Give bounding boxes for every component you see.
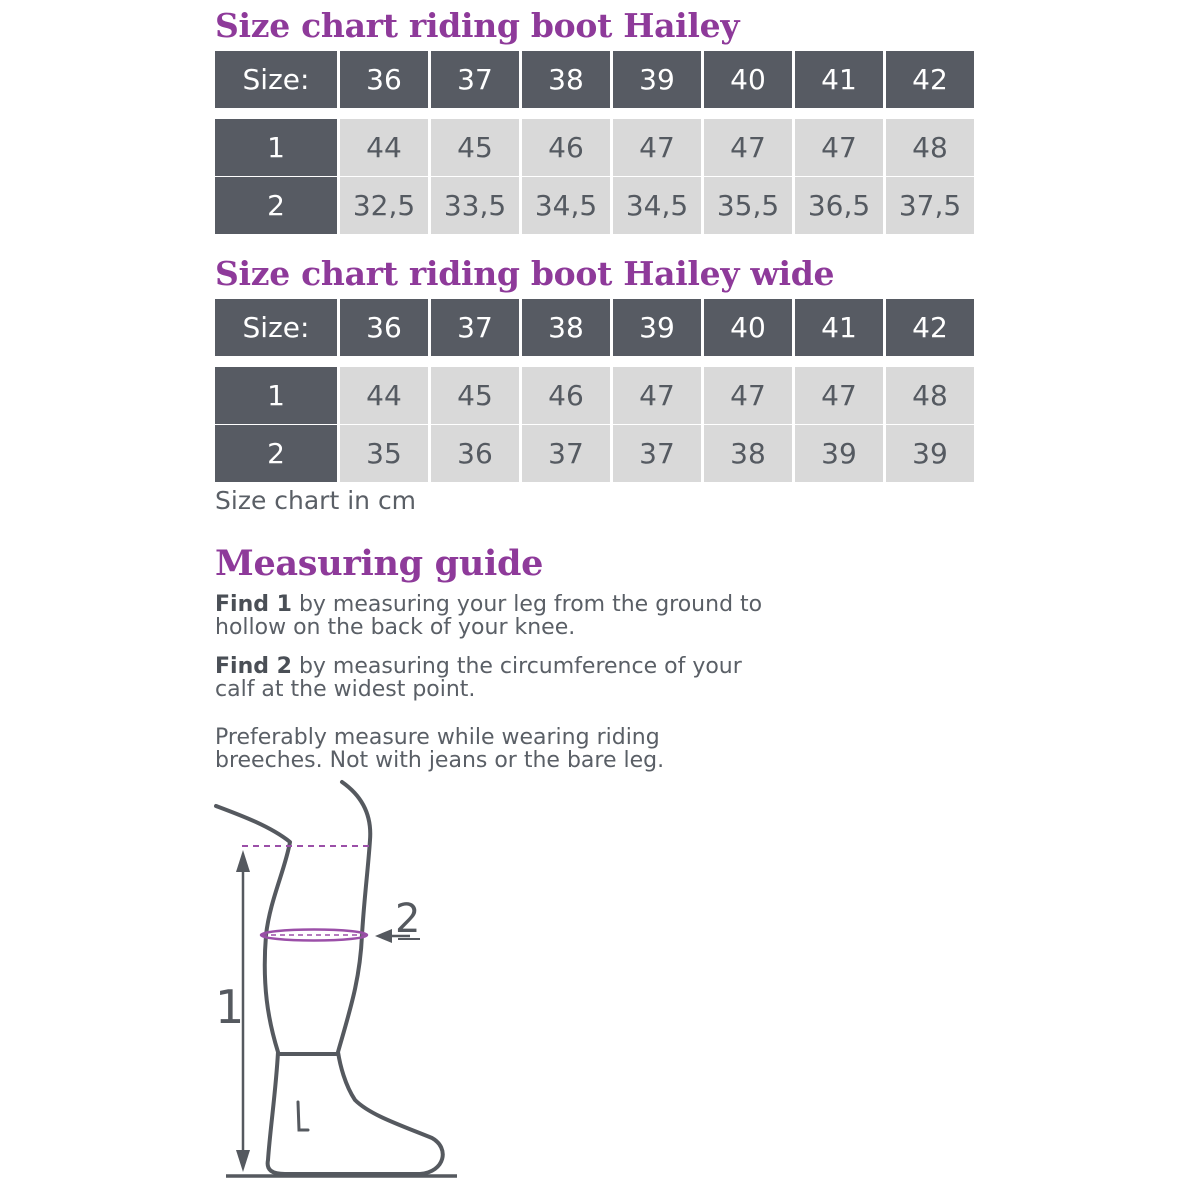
guide-title: Measuring guide [215,543,544,584]
row-label: 2 [215,425,337,482]
calf-circumference-ellipse [261,930,367,941]
table-cell: 32,5 [340,177,428,234]
size-header-cell: 37 [431,299,519,356]
find2-label: Find 2 [215,654,292,679]
table-cell: 37,5 [886,177,974,234]
size-header-cell: 39 [613,51,701,108]
row-label: 1 [215,119,337,176]
table-cell: 35,5 [704,177,792,234]
tip-paragraph: Preferably measure while wearing riding breeches. Not with jeans or the bare leg. [215,725,665,773]
table-cell: 47 [613,119,701,176]
table-cell: 39 [886,425,974,482]
size-header-cell: 41 [795,51,883,108]
diagram-label-2: 2 [395,896,421,942]
table-cell: 47 [795,119,883,176]
find1-label: Find 1 [215,592,292,617]
diagram-label-1: 1 [215,980,245,1034]
leg-outline [216,782,443,1174]
table2-title: Size chart riding boot Hailey wide [215,254,835,293]
size-header-cell: 37 [431,51,519,108]
ankle-mark [298,1102,308,1130]
size-header-label: Size: [215,299,337,356]
size-header-cell: 42 [886,51,974,108]
table-cell: 46 [522,119,610,176]
size-header-cell: 41 [795,299,883,356]
table-cell: 47 [704,119,792,176]
size-header-cell: 39 [613,299,701,356]
table-cell: 47 [613,367,701,424]
table-cell: 39 [795,425,883,482]
size-header-label: Size: [215,51,337,108]
table1-title: Size chart riding boot Hailey [215,6,740,45]
table-cell: 48 [886,367,974,424]
table-cell: 36,5 [795,177,883,234]
size-header-cell: 40 [704,51,792,108]
table-cell: 47 [795,367,883,424]
table-cell: 44 [340,119,428,176]
table-cell: 37 [613,425,701,482]
row-label: 2 [215,177,337,234]
table-cell: 38 [704,425,792,482]
size-header-cell: 38 [522,299,610,356]
size-header-cell: 36 [340,299,428,356]
size-header-cell: 42 [886,299,974,356]
table-cell: 34,5 [522,177,610,234]
arrow-up-icon [236,850,250,872]
table-cell: 48 [886,119,974,176]
size-header-cell: 36 [340,51,428,108]
table-cell: 47 [704,367,792,424]
table-cell: 35 [340,425,428,482]
table-cell: 44 [340,367,428,424]
table-cell: 33,5 [431,177,519,234]
row-label: 1 [215,367,337,424]
table-cell: 46 [522,367,610,424]
table-cell: 45 [431,367,519,424]
arrow-left-icon [375,929,392,943]
size-header-cell: 40 [704,299,792,356]
table-cell: 45 [431,119,519,176]
arrow-down-icon [236,1150,250,1172]
size-header-cell: 38 [522,51,610,108]
find1-text: by measuring your leg from the ground to hollow on the back of your knee. [215,592,763,640]
table-cell: 34,5 [613,177,701,234]
find2-text: by measuring the circumference of your calf at the widest point. [215,654,742,702]
table-cell: 36 [431,425,519,482]
table-cell: 37 [522,425,610,482]
unit-note: Size chart in cm [215,486,417,515]
